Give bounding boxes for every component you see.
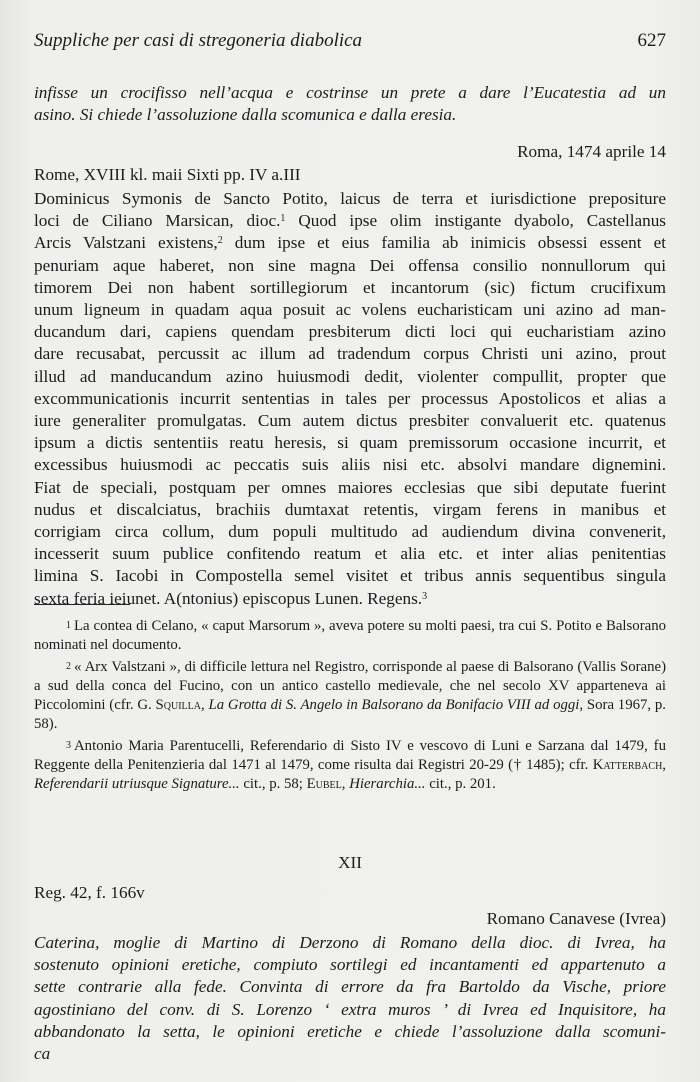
entry-xi-datation: Rome, XVIII kl. maii Sixti pp. IV a.III xyxy=(34,165,301,184)
text-line: excessibus huiusmodi ac peccatis suis aliis nisi etc. absolvi mandare dignemini. xyxy=(34,455,666,475)
footnote-mark: 3 xyxy=(66,740,71,751)
section-number: XII xyxy=(338,853,362,872)
summary-line: infisse un crocifisso nell’acqua e costrinse un prete a dare l’Eucatestia ad un xyxy=(34,83,666,102)
text-line: dare recusabat, percussit ac illum ad tradendum corpus Christi uni azino, prout xyxy=(34,344,666,364)
text-line: penuriam aque haberet, non sine magna Dei offensa consilio nonnullorum qui xyxy=(34,255,666,275)
running-head-title: Suppliche per casi di stregoneria diabolica xyxy=(34,30,363,51)
running-head xyxy=(34,30,666,56)
author-name: Squilla xyxy=(155,697,201,713)
author-name: Eubel xyxy=(306,776,342,792)
book-title: La Grotta di S. Angelo in Balsorano da Bonifacio VIII ad oggi xyxy=(208,697,580,713)
entry-xii-place: Romano Canavese (Ivrea) xyxy=(486,909,666,928)
entry-xi-place-date: Roma, 1474 aprile 14 xyxy=(517,142,666,161)
text-line: Arcis Valstzani existens,$^2$ dum ipse et eius familia ab inimicis obsessi essent et xyxy=(34,233,666,253)
summary-line: ca xyxy=(34,1044,51,1064)
author-name: Katterbach xyxy=(592,757,663,773)
footnote-3: $^3$ Antonio Maria Parentucelli, Referendario di Sisto IV e vescovo di Luni e Sarzana dal 1479, fu Reggente della Penitenzieria dal 1471 al 1479, come risulta dai Registri 20-29 († 1485); cfr. Katterbach, Referendarii utriusque Signature... cit., p. 58; Eubel, Hierarchia... cit., p. 201. xyxy=(34,738,666,792)
text-line: ipsum a dictis sententiis reatu heresis, si quam premissorum occasione incurrit, et xyxy=(34,433,666,453)
text-line: Fiat de speciali, postquam per omnes maiores ecclesias que sibi deputate fuerint xyxy=(34,477,666,497)
text-line: excommunicationis incurrit sententias in tales per processus Apostolicos et alias a xyxy=(34,388,666,408)
footnote-mark: 2 xyxy=(66,661,71,672)
footnote-separator xyxy=(34,604,130,605)
entry-xi-latin-text xyxy=(34,188,666,610)
text-line: ducandum dari, capiens quendam presbiterum dicti loci qui eucharistiam azino xyxy=(34,322,666,342)
text-line: sexta feria ieiunet. A(ntonius) episcopus Lunen. Regens.$^3$ xyxy=(34,588,428,608)
entry-xi-summary xyxy=(34,82,666,126)
page-number: 627 xyxy=(637,30,666,51)
book-title: Hierarchia... xyxy=(349,776,426,792)
text-line: unum ligneum in quadam aqua posuit ac volens eucharisticam uni azino ad man- xyxy=(34,300,666,320)
footnote-1: $^1$ La contea di Celano, « caput Marsorum », aveva potere su molti paesi, tra cui S. Potito e Balsorano nominati nel documento. xyxy=(34,618,666,653)
text-line: timorem Dei non habent sortillegiorum et incantorum (sic) fictum crucifixum xyxy=(34,277,666,297)
footnote-ref-2[interactable]: 2 xyxy=(217,235,223,247)
footnote-2: $^2$ « Arx Valstzani », di difficile lettura nel Registro, corrisponde al paese di Balsorano (Vallis Sorane) a sud della conca del Fucino, con un antico castello medievale, che nel secolo XV apparteneva ai Piccolomini (cfr. G. Squilla, La Grotta di S. Angelo in Balsorano da Bonifacio VIII ad oggi, Sora 1967, p. 58). xyxy=(34,659,666,732)
text-line: corrigiam circa collum, dum populi multitudo ad audiendum divina convenerit, xyxy=(34,522,666,542)
text-line: Dominicus Symonis de Sancto Potito, laicus de terra et iurisdictione prepositure xyxy=(34,189,666,208)
summary-line: sette contrarie alla fede. Convinta di errore da fra Bartoldo da Vische, priore xyxy=(34,977,666,997)
footnote-ref-3[interactable]: 3 xyxy=(422,590,428,602)
entry-xii-summary xyxy=(34,932,666,1065)
entry-xii-register: Reg. 42, f. 166v xyxy=(34,883,145,902)
footnote-mark: 1 xyxy=(66,620,71,631)
summary-line: Caterina, moglie di Martino di Derzono di Romano della dioc. di Ivrea, ha xyxy=(34,933,666,952)
book-title: Referendarii utriusque Signature... xyxy=(34,776,240,792)
footnotes xyxy=(34,617,666,797)
text-line: loci de Ciliano Marsican, dioc.$^1$ Quod ipse olim instigante dyabolo, Castellanus xyxy=(34,211,666,231)
text-line: limina S. Iacobi in Compostella semel visitet et tribus annis sequentibus singula xyxy=(34,566,666,586)
text-line: nudus et discalciatus, brachiis dumtaxat retentis, virgam ferens in manibus et xyxy=(34,499,666,519)
summary-line: asino. Si chiede l’assoluzione dalla scomunica e dalla eresia. xyxy=(34,105,457,125)
text-line: incesserit suum publice confitendo reatum et alia etc. et inter alias penitentias xyxy=(34,544,666,564)
summary-line: sostenuto opinioni eretiche, compiuto sortilegi ed incantamenti ed appartenuto a xyxy=(34,955,666,975)
summary-line: agostiniano del conv. di S. Lorenzo ‘ extra muros ’ di Ivrea ed Inquisitore, ha xyxy=(34,999,666,1019)
footnote-ref-1[interactable]: 1 xyxy=(280,213,286,225)
text-line: iure generaliter promulgatas. Cum autem dictus presbiter convaluerit etc. quatenus xyxy=(34,411,666,431)
summary-line: abbandonato la setta, le opinioni eretiche e chiede l’assoluzione dalla scomuni- xyxy=(34,1021,666,1041)
text-line: illud ad manducandum azino huiusmodi dedit, violenter compullit, propter que xyxy=(34,366,666,386)
